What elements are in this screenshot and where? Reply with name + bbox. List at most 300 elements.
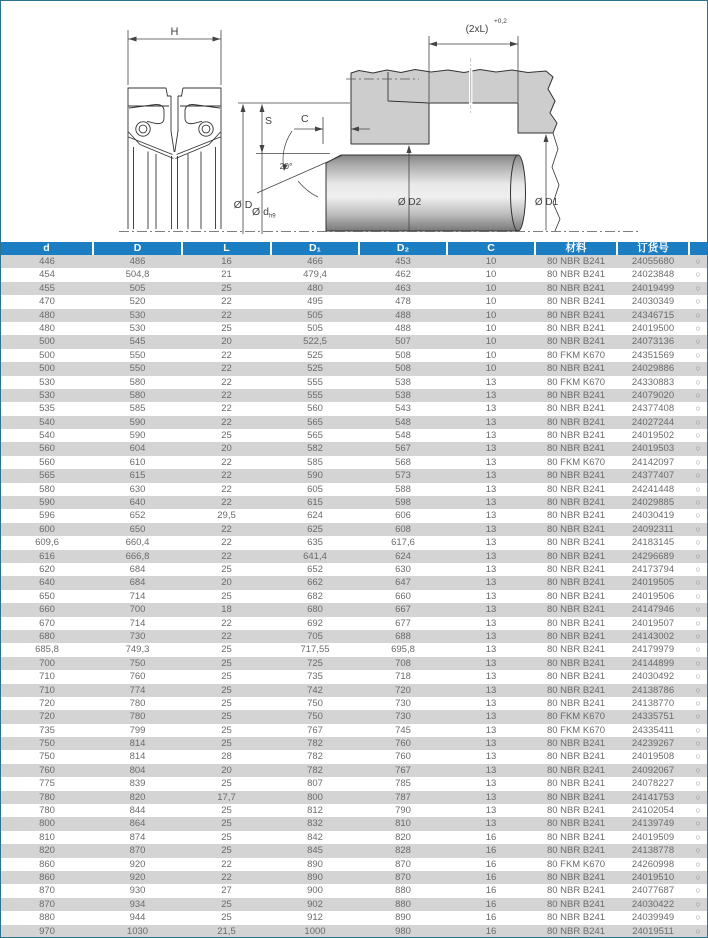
table-cell: 630: [129, 483, 146, 495]
table-cell: 568: [395, 456, 411, 468]
table-row: [1, 295, 707, 308]
table-cell: 688: [359, 630, 447, 643]
table-cell: 80 NBR B241: [535, 362, 617, 375]
table-cell: 24039949: [631, 912, 675, 924]
table-cell: 80 NBR B241: [535, 389, 617, 402]
installation-view: [119, 18, 641, 232]
table-cell: 80 NBR B241: [546, 831, 606, 843]
column-header: D₂: [359, 242, 447, 255]
shaft-end-cap: [511, 155, 526, 231]
table-cell: 650: [39, 590, 55, 602]
table-cell: 13: [485, 537, 497, 549]
table-cell: 730: [93, 630, 182, 643]
table-cell: 80 NBR B241: [535, 844, 617, 857]
table-cell: 24055680: [617, 255, 689, 268]
technical-drawing-area: [1, 1, 707, 242]
availability-circle: ○: [695, 537, 701, 548]
table-cell: 845: [271, 844, 359, 857]
dim-S-label: S: [265, 115, 273, 127]
table-cell: 80 NBR B241: [535, 657, 617, 670]
availability-circle: ○: [689, 576, 707, 589]
table-cell: 488: [359, 309, 447, 322]
table-cell: 25: [182, 684, 271, 697]
table-cell: 25: [221, 563, 232, 575]
table-cell: 582: [271, 442, 359, 455]
table-cell: 22: [221, 296, 232, 308]
table-cell: 814: [129, 751, 146, 763]
table-cell: 10: [447, 362, 535, 375]
table-cell: 677: [395, 617, 411, 629]
table-cell: 24183145: [631, 537, 675, 549]
table-cell: 530: [1, 389, 93, 402]
table-cell: 13: [447, 791, 535, 804]
table-row: [1, 831, 707, 844]
table-cell: 545: [93, 335, 182, 348]
availability-circle: ○: [689, 389, 707, 402]
availability-circle: ○: [689, 791, 707, 804]
table-cell: 624: [359, 550, 447, 563]
table-body: [1, 255, 707, 938]
availability-circle: ○: [689, 871, 707, 884]
table-cell: 80 FKM K670: [546, 858, 606, 870]
dim-D1-label: Ø D1: [534, 197, 559, 208]
table-cell: 24019509: [631, 831, 675, 843]
table-cell: 660,4: [125, 537, 150, 549]
availability-circle: ○: [695, 805, 701, 816]
table-cell: 844: [129, 805, 146, 817]
table-row: [1, 630, 707, 643]
column-header: D₁: [271, 242, 359, 255]
table-row: [1, 268, 707, 281]
table-cell: 617,6: [391, 537, 415, 549]
table-cell: 20: [182, 442, 271, 455]
table-cell: 24144899: [617, 657, 689, 670]
table-row: [1, 710, 707, 723]
table-cell: 80 NBR B241: [546, 805, 606, 817]
table-cell: 24078227: [631, 778, 675, 790]
availability-circle: ○: [689, 710, 707, 723]
table-cell: 625: [271, 523, 359, 536]
table-cell: 24179979: [631, 644, 675, 656]
table-cell: 538: [395, 376, 411, 388]
availability-circle: ○: [689, 255, 707, 268]
table-row: [1, 376, 707, 389]
availability-circle: ○: [695, 644, 701, 655]
table-cell: 24139749: [617, 817, 689, 830]
table-cell: 24030349: [631, 296, 675, 308]
table-cell: 695,8: [391, 644, 415, 656]
dim-2xL-label: (2xL): [465, 24, 489, 35]
table-cell: 540: [39, 430, 55, 442]
table-cell: 25: [221, 778, 232, 790]
table-row: [1, 724, 707, 737]
table-cell: 80 NBR B241: [546, 778, 606, 790]
availability-circle: ○: [689, 469, 707, 482]
table-cell: 560: [1, 442, 93, 455]
table-cell: 760: [359, 737, 447, 750]
table-cell: 13: [485, 697, 497, 709]
table-cell: 10: [447, 335, 535, 348]
table-cell: 16: [485, 885, 497, 897]
table-cell: 80 NBR B241: [535, 442, 617, 455]
table-cell: 16: [447, 925, 535, 938]
table-cell: 495: [307, 296, 323, 308]
table-cell: 550: [93, 362, 182, 375]
table-cell: 600: [1, 523, 93, 536]
table-row: [1, 523, 707, 536]
column-header: d: [1, 242, 93, 255]
availability-circle: ○: [695, 724, 701, 735]
table-cell: 775: [39, 778, 55, 790]
table-cell: 550: [129, 349, 146, 361]
table-cell: 80 NBR B241: [546, 617, 606, 629]
availability-circle: ○: [695, 430, 701, 441]
table-cell: 902: [271, 898, 359, 911]
table-cell: 13: [447, 496, 535, 509]
table-cell: 24019511: [617, 925, 689, 938]
table-cell: 692: [307, 617, 323, 629]
table-cell: 807: [307, 778, 323, 790]
table-cell: 670: [39, 617, 55, 629]
table-cell: 13: [447, 817, 535, 830]
table-cell: 705: [271, 630, 359, 643]
availability-circle: ○: [689, 416, 707, 429]
table-cell: 25: [182, 844, 271, 857]
table-cell: 80 NBR B241: [535, 764, 617, 777]
table-cell: 820: [1, 844, 93, 857]
availability-circle: ○: [689, 925, 707, 938]
table-cell: 666,8: [93, 550, 182, 563]
break-line: [552, 133, 560, 231]
table-cell: 810: [39, 831, 55, 843]
availability-circle: ○: [689, 898, 707, 911]
table-cell: 17,7: [182, 791, 271, 804]
table-cell: 717,55: [300, 644, 330, 656]
availability-circle: ○: [695, 751, 701, 762]
table-cell: 13: [485, 456, 497, 468]
garter-spring-right: [199, 122, 213, 136]
table-cell: 13: [447, 630, 535, 643]
table-cell: 890: [395, 912, 411, 924]
garter-spring-left: [136, 122, 150, 136]
table-row: [1, 309, 707, 322]
availability-circle: ○: [695, 617, 701, 628]
table-cell: 652: [129, 510, 146, 522]
table-cell: 870: [359, 871, 447, 884]
table-cell: 80 NBR B241: [535, 925, 617, 938]
table-row: [1, 322, 707, 335]
table-cell: 860: [39, 858, 55, 870]
table-cell: 16: [447, 871, 535, 884]
table-cell: 80 NBR B241: [546, 697, 606, 709]
table-cell: 25: [182, 817, 271, 830]
table-cell: 22: [182, 630, 271, 643]
table-cell: 920: [129, 858, 146, 870]
table-cell: 980: [359, 925, 447, 938]
table-cell: 13: [447, 389, 535, 402]
table-cell: 466: [271, 255, 359, 268]
table-row: [1, 456, 707, 469]
table-cell: 800: [271, 791, 359, 804]
table-cell: 522,5: [271, 335, 359, 348]
table-cell: 478: [395, 296, 411, 308]
table-cell: 24019499: [617, 282, 689, 295]
table-cell: 842: [307, 831, 323, 843]
table-cell: 565: [271, 416, 359, 429]
table-cell: 680: [271, 603, 359, 616]
table-row: [1, 590, 707, 603]
table-cell: 548: [395, 430, 411, 442]
table-row: [1, 871, 707, 884]
table-cell: 80 NBR B241: [535, 817, 617, 830]
seal-profile-view: [128, 30, 221, 229]
table-row: [1, 509, 707, 522]
table-row: [1, 402, 707, 415]
column-header: [689, 242, 707, 255]
table-cell: 10: [485, 269, 497, 281]
dim-H-label: H: [170, 26, 179, 38]
table-cell: 10: [485, 349, 497, 361]
table-cell: 80 NBR B241: [535, 469, 617, 482]
availability-circle: ○: [695, 322, 701, 333]
table-cell: 820: [93, 791, 182, 804]
availability-circle: ○: [689, 362, 707, 375]
table-cell: 714: [129, 617, 146, 629]
table-cell: 565: [1, 469, 93, 482]
table-cell: 616: [1, 550, 93, 563]
table-cell: 725: [271, 657, 359, 670]
table-cell: 480: [1, 309, 93, 322]
table-cell: 24030422: [617, 898, 689, 911]
table-cell: 454: [39, 269, 55, 281]
table-cell: 720: [39, 697, 55, 709]
table-cell: 1000: [271, 925, 359, 938]
table-row: [1, 603, 707, 616]
table-cell: 620: [39, 563, 55, 575]
table-row: [1, 884, 707, 897]
table-cell: 505: [93, 282, 182, 295]
table-cell: 750: [39, 751, 55, 763]
table-cell: 24138770: [631, 697, 675, 709]
table-cell: 750: [1, 737, 93, 750]
table-cell: 700: [1, 657, 93, 670]
table-cell: 24173794: [631, 563, 675, 575]
table-cell: 24019506: [631, 590, 675, 602]
table-cell: 870: [1, 898, 93, 911]
table-cell: 480: [271, 282, 359, 295]
table-cell: 22: [182, 871, 271, 884]
availability-circle: ○: [689, 657, 707, 670]
table-cell: 24019507: [631, 617, 675, 629]
availability-circle: ○: [689, 817, 707, 830]
table-cell: 24077687: [631, 885, 675, 897]
table-cell: 10: [447, 255, 535, 268]
table-cell: 609,6: [35, 537, 59, 549]
table-row: [1, 911, 707, 924]
table-cell: 860: [1, 871, 93, 884]
table-cell: 530: [129, 322, 146, 334]
column-header: 材料: [535, 242, 617, 255]
table-cell: 652: [307, 563, 323, 575]
table-cell: 13: [485, 430, 497, 442]
table-cell: 80 NBR B241: [535, 630, 617, 643]
availability-circle: ○: [695, 563, 701, 574]
table-cell: 13: [447, 416, 535, 429]
table-cell: 730: [359, 710, 447, 723]
table-row: [1, 643, 707, 656]
table-cell: 25: [221, 590, 232, 602]
availability-circle: ○: [695, 590, 701, 601]
table-cell: 13: [447, 603, 535, 616]
table-row: [1, 817, 707, 830]
shaft-section: [326, 155, 518, 231]
table-cell: 710: [39, 671, 55, 683]
table-cell: 22: [182, 469, 271, 482]
table-cell: 25: [221, 912, 232, 924]
table-cell: 787: [359, 791, 447, 804]
table-cell: 25: [182, 898, 271, 911]
table-cell: 880: [359, 898, 447, 911]
table-cell: 453: [359, 255, 447, 268]
availability-circle: ○: [689, 630, 707, 643]
table-cell: 590: [93, 416, 182, 429]
table-cell: 520: [129, 296, 146, 308]
table-cell: 24335751: [617, 710, 689, 723]
availability-circle: ○: [689, 442, 707, 455]
table-cell: 80 NBR B241: [546, 483, 606, 495]
table-cell: 543: [395, 403, 411, 415]
table-cell: 650: [93, 523, 182, 536]
table-cell: 24073136: [617, 335, 689, 348]
table-cell: 29,5: [217, 510, 236, 522]
availability-circle: ○: [695, 456, 701, 467]
table-cell: 22: [182, 309, 271, 322]
table-row: [1, 282, 707, 295]
column-header: 订货号: [617, 242, 689, 255]
table-cell: 80 NBR B241: [546, 885, 606, 897]
table-cell: 28: [221, 751, 232, 763]
table-cell: 760: [395, 751, 411, 763]
table-cell: 745: [395, 724, 411, 736]
table-cell: 24141753: [617, 791, 689, 804]
table-cell: 750: [307, 697, 323, 709]
table-cell: 24351569: [631, 349, 675, 361]
table-cell: 718: [395, 671, 411, 683]
table-cell: 828: [359, 844, 447, 857]
table-cell: 610: [129, 456, 146, 468]
table-cell: 24029885: [617, 496, 689, 509]
table-cell: 555: [307, 376, 323, 388]
table-cell: 455: [1, 282, 93, 295]
table-cell: 13: [447, 550, 535, 563]
table-cell: 22: [182, 550, 271, 563]
table-cell: 20: [182, 764, 271, 777]
table-cell: 13: [485, 644, 497, 656]
table-row: [1, 536, 707, 549]
table-cell: 585: [129, 403, 146, 415]
table-cell: 812: [307, 805, 323, 817]
table-cell: 25: [221, 644, 232, 656]
table-cell: 585: [307, 456, 323, 468]
table-cell: 565: [307, 430, 323, 442]
table-cell: 508: [359, 362, 447, 375]
table-cell: 573: [359, 469, 447, 482]
table-cell: 13: [485, 590, 497, 602]
availability-circle: ○: [695, 885, 701, 896]
availability-circle: ○: [695, 858, 701, 869]
table-cell: 900: [307, 885, 323, 897]
table-row: [1, 764, 707, 777]
table-cell: 16: [485, 831, 497, 843]
table-cell: 80 FKM K670: [546, 376, 606, 388]
table-cell: 13: [485, 778, 497, 790]
table-cell: 24346715: [617, 309, 689, 322]
table-cell: 780: [1, 791, 93, 804]
table-row: [1, 496, 707, 509]
table-cell: 525: [307, 349, 323, 361]
table-cell: 25: [182, 657, 271, 670]
table-row: [1, 483, 707, 496]
table-cell: 13: [485, 751, 497, 763]
table-cell: 24147946: [617, 603, 689, 616]
availability-circle: ○: [695, 831, 701, 842]
table-cell: 80 NBR B241: [535, 282, 617, 295]
table-cell: 486: [93, 255, 182, 268]
table-row: [1, 255, 707, 268]
table-cell: 700: [93, 603, 182, 616]
table-cell: 24030492: [631, 671, 675, 683]
availability-circle: ○: [695, 403, 701, 414]
table-cell: 605: [307, 483, 323, 495]
table-cell: 16: [485, 858, 497, 870]
table-cell: 80 NBR B241: [546, 430, 606, 442]
table-cell: 13: [485, 805, 497, 817]
table-cell: 25: [221, 671, 232, 683]
dim-D2-label: Ø D2: [397, 197, 422, 208]
table-cell: 680: [1, 630, 93, 643]
table-cell: 660: [1, 603, 93, 616]
availability-circle: ○: [689, 335, 707, 348]
table-cell: 790: [395, 805, 411, 817]
table-cell: 24143002: [617, 630, 689, 643]
table-cell: 912: [307, 912, 323, 924]
table-row: [1, 362, 707, 375]
table-cell: 505: [307, 322, 323, 334]
availability-circle: ○: [689, 496, 707, 509]
table-cell: 13: [447, 710, 535, 723]
table-cell: 832: [271, 817, 359, 830]
table-cell: 479,4: [303, 269, 327, 281]
availability-circle: ○: [695, 778, 701, 789]
table-cell: 500: [1, 362, 93, 375]
table-cell: 767: [359, 764, 447, 777]
table-cell: 944: [129, 912, 146, 924]
table-row: [1, 349, 707, 362]
table-cell: 24102054: [631, 805, 675, 817]
table-cell: 525: [271, 362, 359, 375]
table-cell: 615: [93, 469, 182, 482]
table-cell: 24019505: [617, 576, 689, 589]
availability-circle: ○: [695, 483, 701, 494]
table-cell: 548: [359, 416, 447, 429]
table-cell: 463: [359, 282, 447, 295]
column-header: L: [182, 242, 271, 255]
table-cell: 606: [395, 510, 411, 522]
table-cell: 13: [447, 764, 535, 777]
table-cell: 13: [447, 442, 535, 455]
table-row: [1, 737, 707, 750]
table-cell: 530: [39, 376, 55, 388]
